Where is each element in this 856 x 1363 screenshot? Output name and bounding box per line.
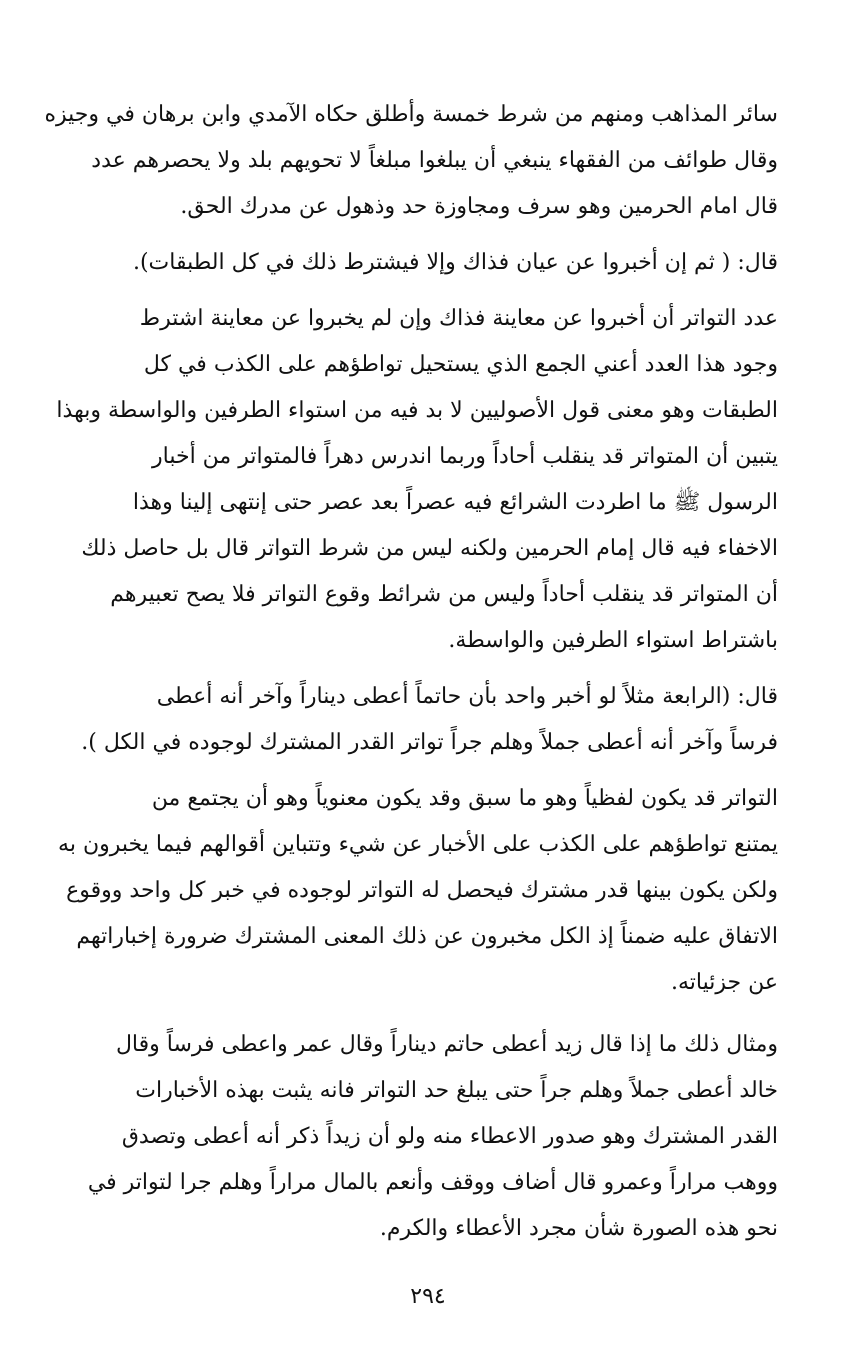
page-number: ٢٩٤ [410,1284,446,1309]
text-line: نحو هذه الصورة شأن مجرد الأعطاء والكرم. [379,1216,778,1241]
text-line: الاتفاق عليه ضمناً إذ الكل مخبرون عن ذلك المعنى المشترك ضرورة إخباراتهم [76,924,778,949]
text-line: ولكن يكون بينها قدر مشترك فيحصل له التواتر لوجوده في خبر كل واحد ووقوع [66,878,778,903]
paragraph-3 [56,296,778,664]
text-line: القدر المشترك وهو صدور الاعطاء منه ولو أن زيداً ذكر أنه أعطى وتصدق [121,1124,778,1149]
text-line: يتبين أن المتواتر قد ينقلب أحاداً وربما اندرس دهراً فالمتواتر من أخبار [152,444,778,469]
text-line: أن المتواتر قد ينقلب أحاداً وليس من شرائط وقوع التواتر فلا يصح تعبيرهم [110,582,778,607]
text-line: وقال طوائف من الفقهاء ينبغي أن يبلغوا مبلغاً لا تحويهم بلد ولا يحصرهم عدد [91,148,778,173]
text-line: سائر المذاهب ومنهم من شرط خمسة وأطلق حكاه الآمدي وابن برهان في وجيزه [44,102,778,127]
text-line: الرسول ﷺ ما اطردت الشرائع فيه عصراً بعد عصر حتى إنتهى إلينا وهذا [132,490,778,515]
paragraph-2 [80,240,778,286]
paragraph-1 [44,92,778,230]
text-line: الطبقات وهو معنى قول الأصوليين لا بد فيه من استواء الطرفين والواسطة وبهذا [56,398,778,423]
paragraph-5 [58,776,778,1006]
text-line: قال امام الحرمين وهو سرف ومجاوزة حد وذهول عن مدرك الحق. [180,194,778,219]
text-line: وجود هذا العدد أعني الجمع الذي يستحيل تواطؤهم على الكذب في كل [143,352,778,377]
text-line: الاخفاء فيه قال إمام الحرمين ولكنه ليس من شرط التواتر قال بل حاصل ذلك [81,536,778,561]
text-line: التواتر قد يكون لفظياً وهو ما سبق وقد يكون معنوياً وهو أن يجتمع من [151,786,778,811]
text-line: فرساً وآخر أنه أعطى جملاً وهلم جراً تواتر القدر المشترك لوجوده في الكل ). [81,730,778,755]
text-line: ووهب مراراً وعمرو قال أضاف ووقف وأنعم بالمال مراراً وهلم جرا لتواتر في [87,1170,778,1195]
text-line: قال: ( ثم إن أخبروا عن عيان فذاك وإلا فيشترط ذلك في كل الطبقات). [132,250,778,275]
text-line: يمتنع تواطؤهم على الكذب على الأخبار عن شيء وتتباين أقوالهم فيما يخبرون به [58,832,778,857]
text-line: خالد أعطى جملاً وهلم جراً حتى يبلغ حد التواتر فانه يثبت بهذه الأخبارات [135,1078,778,1103]
page-body [44,92,778,1252]
text-line: باشتراط استواء الطرفين والواسطة. [448,628,778,653]
text-line: عن جزئياته. [671,970,778,995]
paragraph-6 [80,1022,778,1252]
text-line: قال: (الرابعة مثلاً لو أخبر واحد بأن حاتماً أعطى ديناراً وآخر أنه أعطى [156,684,778,709]
paragraph-4 [80,674,778,766]
text-line: ومثال ذلك ما إذا قال زيد أعطى حاتم ديناراً وقال عمر واعطى فرساً وقال [115,1032,778,1057]
text-line: عدد التواتر أن أخبروا عن معاينة فذاك وإن لم يخبروا عن معاينة اشترط [139,306,778,331]
